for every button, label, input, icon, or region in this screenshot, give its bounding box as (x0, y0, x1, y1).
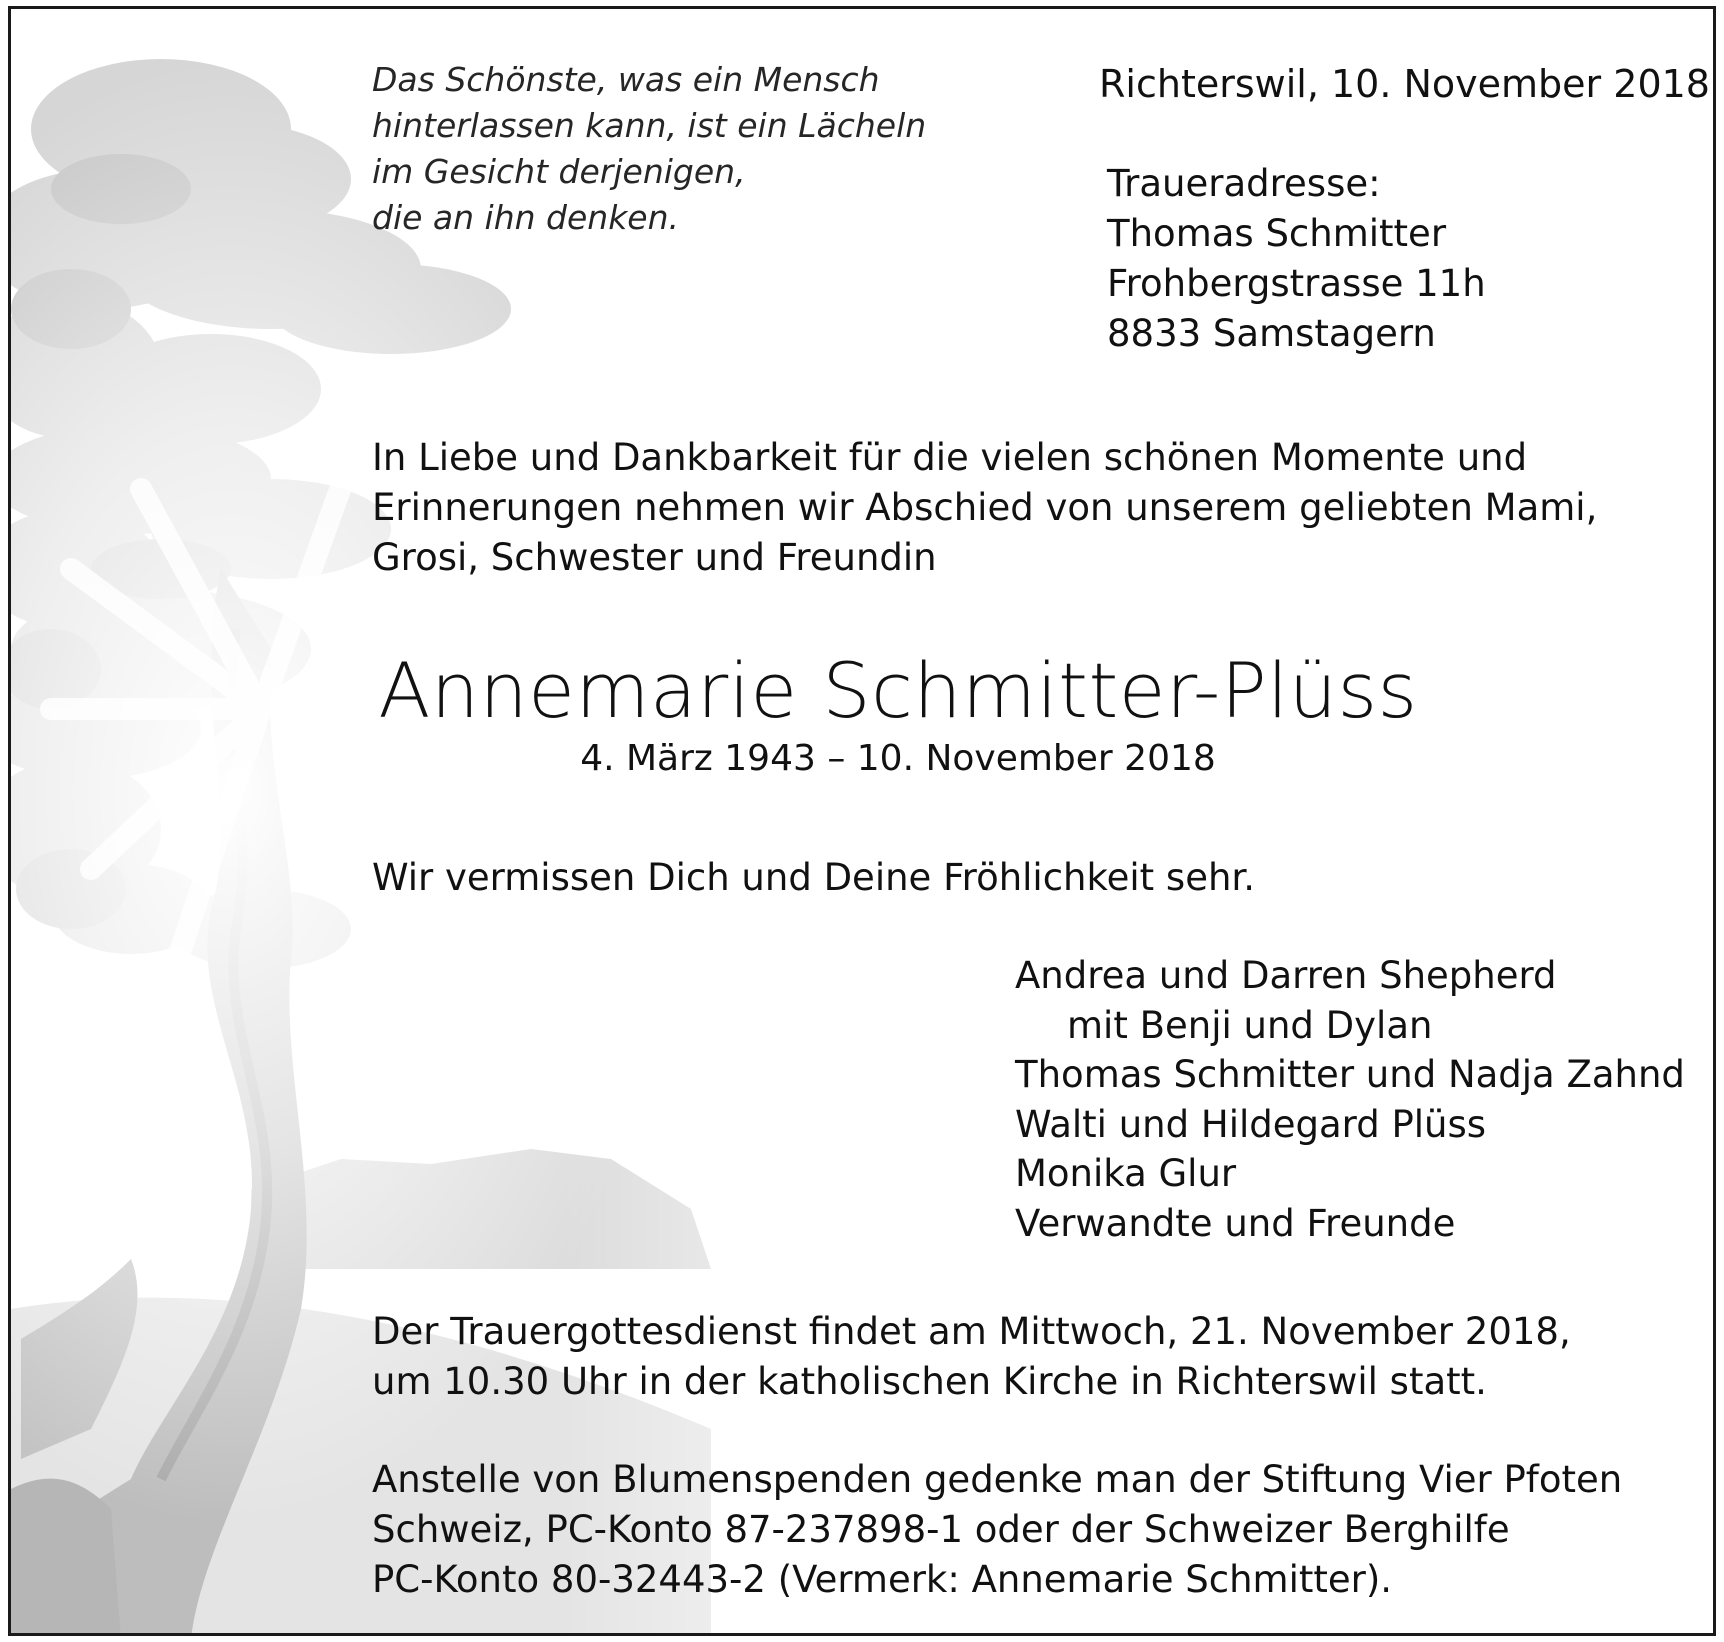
mourner-entry: Monika Glur (1015, 1152, 1237, 1195)
obituary-frame (8, 6, 1716, 1636)
address-street: Frohbergstrasse 11h (1107, 262, 1486, 305)
address-label: Traueradresse: (1107, 162, 1381, 205)
address-city: 8833 Samstagern (1107, 312, 1436, 355)
motto-line: hinterlassen kann, ist ein Lächeln (372, 106, 927, 145)
missing-statement: Wir vermissen Dich und Deine Fröhlichkeit sehr. (372, 856, 1255, 899)
donation-line: Anstelle von Blumenspenden gedenke man der Stiftung Vier Pfoten (372, 1458, 1623, 1501)
motto-quote (372, 57, 926, 241)
motto-line: die an ihn denken. (372, 198, 680, 237)
intro-line: In Liebe und Dankbarkeit für die vielen schönen Momente und (372, 436, 1528, 479)
service-line: um 10.30 Uhr in der katholischen Kirche in Richterswil statt. (372, 1360, 1487, 1403)
intro-line: Grosi, Schwester und Freundin (372, 536, 937, 579)
mourner-entry: Thomas Schmitter und Nadja Zahnd (1015, 1053, 1685, 1096)
address-name: Thomas Schmitter (1107, 212, 1447, 255)
deceased-name: Annemarie Schmitter-Plüss (378, 646, 1418, 735)
service-line: Der Trauergottesdienst findet am Mittwoch, 21. November 2018, (372, 1310, 1571, 1353)
service-announcement (372, 1307, 1571, 1407)
motto-line: im Gesicht derjenigen, (372, 152, 746, 191)
motto-line: Das Schönste, was ein Mensch (372, 60, 880, 99)
mourner-entry: Andrea und Darren Shepherd (1015, 954, 1557, 997)
mourner-entry: mit Benji und Dylan (1067, 1003, 1433, 1047)
mourning-address (1107, 159, 1486, 359)
place-date: Richterswil, 10. November 2018 (1099, 62, 1710, 106)
intro-line: Erinnerungen nehmen wir Abschied von unserem geliebten Mami, (372, 486, 1598, 529)
donation-line: PC-Konto 80-32443-2 (Vermerk: Annemarie Schmitter). (372, 1558, 1393, 1601)
donation-line: Schweiz, PC-Konto 87-237898-1 oder der Schweizer Berghilfe (372, 1508, 1510, 1551)
mourner-entry: Walti und Hildegard Plüss (1015, 1102, 1487, 1146)
donation-note (372, 1455, 1622, 1605)
mourners-list (1015, 951, 1685, 1248)
intro-paragraph (372, 433, 1597, 583)
life-dates: 4. März 1943 – 10. November 2018 (580, 738, 1216, 779)
mourner-entry: Verwandte und Freunde (1015, 1201, 1456, 1245)
